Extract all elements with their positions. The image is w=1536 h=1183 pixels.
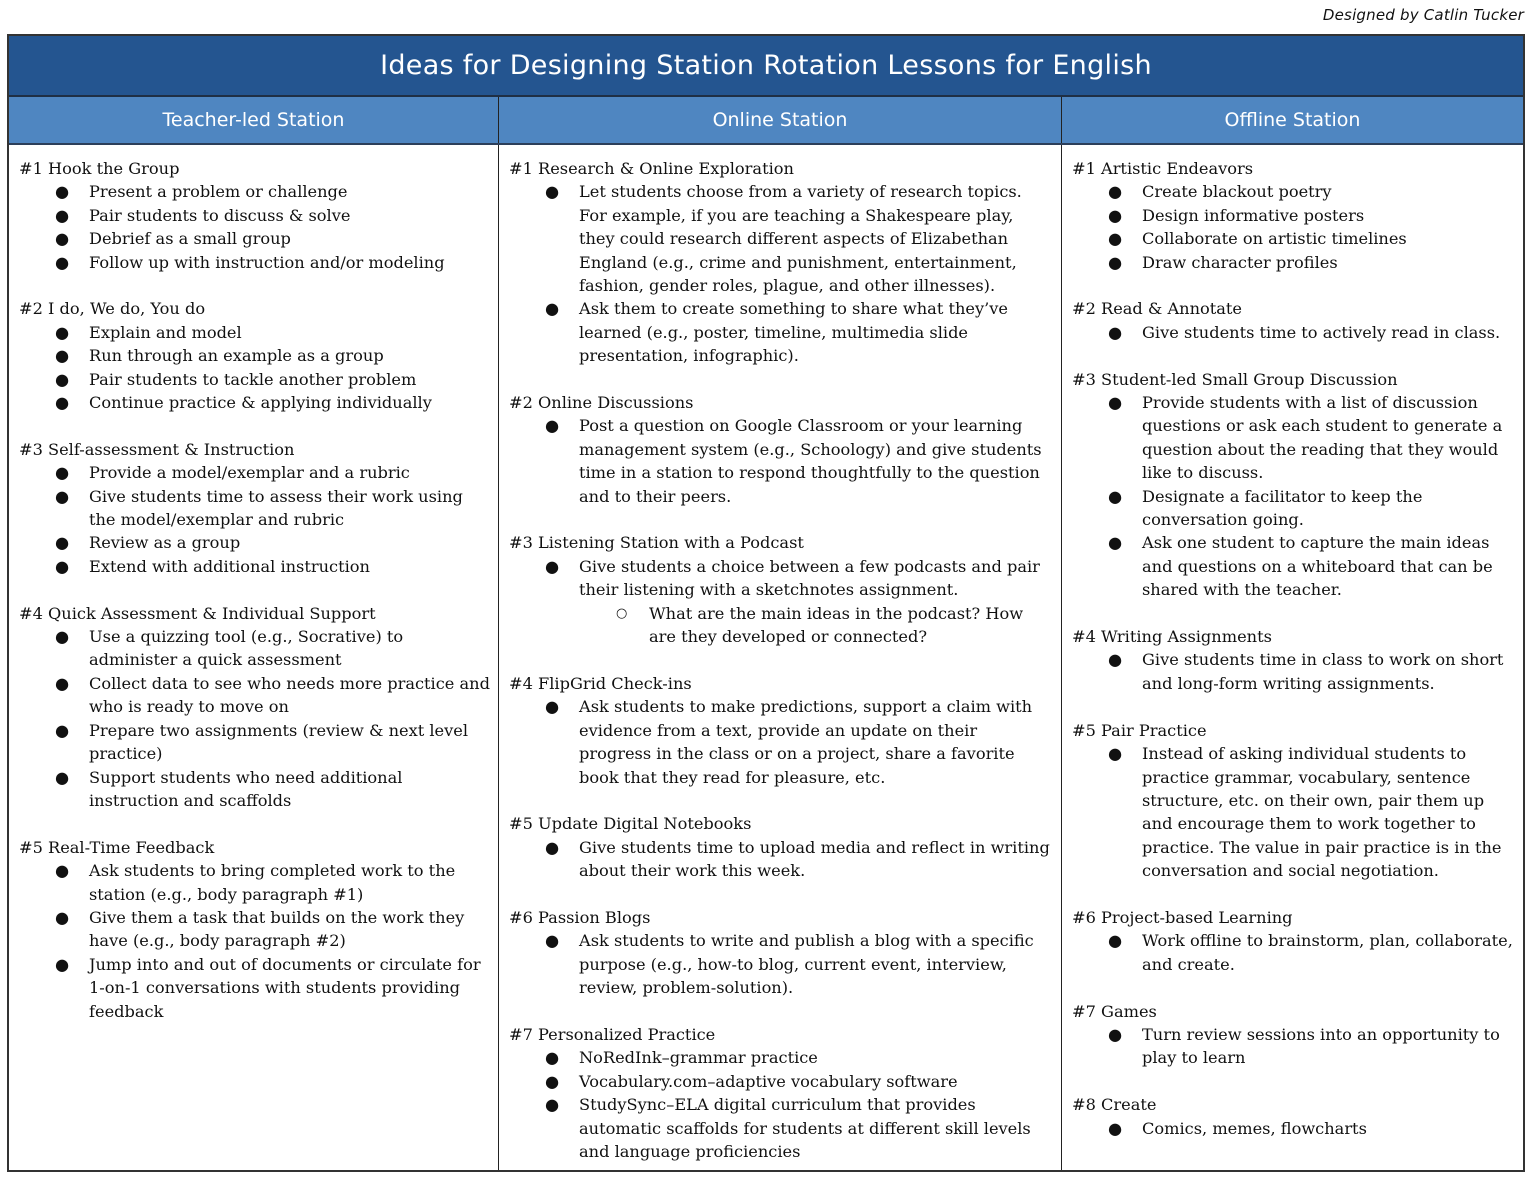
bullet-icon: ● [1108,650,1123,670]
list-item-text: Prepare two assignments (review & next level practice) [89,720,469,764]
section-title: #3 Listening Station with a Podcast [509,533,804,553]
sub-list-item-text: What are the main ideas in the podcast? How are they developed or connected? [649,603,1024,647]
bullet-icon: ● [1108,322,1123,342]
station-rotation-table [7,34,1525,1172]
bullet-icon: ● [55,907,70,927]
list-item [1072,180,1515,203]
station-idea-section [19,438,490,578]
bullet-icon: ● [55,205,70,225]
section-title: #5 Real-Time Feedback [19,837,215,857]
bullet-list [1072,1023,1515,1070]
bullet-list [509,180,1053,367]
bullet-list [509,836,1053,883]
list-item-text: Ask students to make predictions, support a claim with evidence from a text, provide an update on their progress in the class or on a project, share a favorite book that they read for pleasure, etc. [579,697,1033,787]
list-item [19,321,490,344]
column-header-offline: Offline Station [1061,97,1523,143]
station-idea-section [19,157,490,274]
section-title: #8 Create [1072,1095,1157,1115]
bullet-icon: ● [55,252,70,272]
bullet-icon: ● [55,720,70,740]
section-title: #7 Personalized Practice [509,1024,716,1044]
list-item [1072,321,1515,344]
column-header-online: Online Station [498,97,1061,143]
bullet-icon: ● [55,463,70,483]
bullet-icon: ● [545,556,560,576]
designer-credit: Designed by Catlin Tucker [1322,6,1524,24]
bullet-icon: ● [1108,205,1123,225]
list-item-text: Present a problem or challenge [89,182,348,202]
bullet-icon: ● [545,1048,560,1068]
list-item-text: Give students time to assess their work using the model/exemplar and rubric [89,486,463,530]
station-idea-section [509,1023,1053,1163]
section-title: #7 Games [1072,1001,1157,1021]
list-item-text: Design informative posters [1142,205,1365,225]
list-item-text: NoRedInk–grammar practice [579,1048,818,1068]
list-item-text: Run through an example as a group [89,346,384,366]
section-title: #1 Hook the Group [19,159,180,178]
sub-list-item [579,602,1053,649]
list-item-text: Ask students to write and publish a blog with a specific purpose (e.g., how-to blog, current event, interview, review, problem-solution). [579,931,1034,998]
list-item [19,906,490,953]
list-item [19,204,490,227]
list-item-text: Provide students with a list of discussion questions or ask each student to generate a question about the reading that they would like to discuss. [1142,393,1503,483]
bullet-list [1072,321,1515,344]
list-item-text: Give students time in class to work on short and long-form writing assignments. [1142,650,1504,693]
list-item-text: Jump into and out of documents or circulate for 1-on-1 conversations with students providing feedback [89,954,481,1021]
bullet-icon: ● [1108,1024,1123,1044]
list-item [509,695,1053,789]
section-title: #4 Writing Assignments [1072,627,1272,647]
station-idea-section [1072,1000,1515,1070]
station-idea-section [19,836,490,1023]
bullet-icon: ● [55,393,70,413]
station-idea-section [509,672,1053,789]
bullet-icon: ● [1108,252,1123,272]
section-title: #2 I do, We do, You do [19,299,206,319]
list-item-text: Comics, memes, flowcharts [1142,1118,1367,1138]
bullet-icon: ● [55,346,70,366]
list-item-text: Designate a facilitator to keep the conversation going. [1142,486,1423,530]
station-idea-section [509,391,1053,508]
bullet-list [19,859,490,1023]
list-item [1072,251,1515,274]
station-idea-section [509,157,1053,368]
bullet-icon: ● [55,767,70,787]
list-item-text: Let students choose from a variety of research topics. For example, if you are teaching a Shakespeare play, they could research different aspects of Elizabethan England (e.g., crime and punishment, entertainment, fashion, gender roles, plague, and other illnesses). [579,182,1022,296]
bullet-icon: ● [1108,229,1123,249]
list-item-text: Turn review sessions into an opportunity to play to learn [1142,1024,1500,1068]
bullet-icon: ● [55,673,70,693]
list-item [19,859,490,906]
bullet-icon: ● [55,533,70,553]
bullet-icon: ● [55,486,70,506]
station-idea-section [509,812,1053,882]
station-idea-section [1072,719,1515,883]
list-item-text: Ask them to create something to share what they’ve learned (e.g., poster, timeline, multimedia slide presentation, infographic). [579,299,1008,366]
bullet-icon: ● [1108,1118,1123,1138]
list-item [1072,227,1515,250]
list-item-text: Post a question on Google Classroom or your learning management system (e.g., Schoology) and give students time in a station to respond thoughtfully to the question and to their peers. [579,416,1042,506]
list-item-text: Give students time to upload media and reflect in writing about their work this week. [579,837,1050,881]
list-item [509,929,1053,999]
list-item [1072,204,1515,227]
bullet-list [509,414,1053,508]
list-item [509,297,1053,367]
list-item [509,414,1053,508]
list-item [19,625,490,672]
bullet-icon: ● [55,369,70,389]
bullet-list [1072,929,1515,976]
bullet-list [509,695,1053,789]
list-item-text: Explain and model [89,322,242,342]
list-item-text: Use a quizzing tool (e.g., Socrative) to administer a quick assessment [89,627,404,670]
list-item [19,344,490,367]
list-item [19,555,490,578]
column-offline [1061,145,1523,1170]
list-item [1072,742,1515,882]
section-title: #4 FlipGrid Check-ins [509,673,692,693]
bullet-list [19,180,490,274]
bullet-icon: ● [55,182,70,202]
column-header-row [9,97,1523,145]
station-idea-section [1072,625,1515,695]
list-item-text: Review as a group [89,533,241,553]
list-item [19,368,490,391]
list-item-text: Pair students to discuss & solve [89,205,351,225]
list-item-text: Give students time to actively read in class. [1142,322,1501,342]
list-item-text: Instead of asking individual students to practice grammar, vocabulary, sentence structure, etc. on their own, pair them up and encourage them to work together to practice. The value in pair practice is in the conversation and social negotiation. [1142,744,1502,881]
list-item [19,719,490,766]
list-item-text: Support students who need additional instruction and scaffolds [89,767,403,810]
list-item [19,391,490,414]
hollow-bullet-icon: ○ [616,605,628,621]
section-title: #1 Research & Online Exploration [509,159,794,178]
station-idea-section [19,297,490,414]
list-item [19,672,490,719]
section-title: #3 Student-led Small Group Discussion [1072,369,1398,389]
list-item-text: StudySync–ELA digital curriculum that provides automatic scaffolds for students at different skill levels and language proficiencies [579,1095,1031,1161]
list-item-text: Collaborate on artistic timelines [1142,229,1407,249]
table-body-row [9,145,1523,1170]
table-title: Ideas for Designing Station Rotation Lessons for English [380,50,1152,81]
bullet-icon: ● [55,556,70,576]
bullet-list [19,461,490,578]
bullet-icon: ● [55,861,70,881]
section-title: #5 Pair Practice [1072,720,1207,740]
bullet-icon: ● [545,1071,560,1091]
list-item [19,485,490,532]
bullet-list [1072,742,1515,882]
bullet-icon: ● [55,322,70,342]
list-item [19,531,490,554]
station-idea-section [509,906,1053,1000]
column-teacher-led [9,145,498,1170]
list-item [1072,929,1515,976]
section-title: #1 Artistic Endeavors [1072,159,1254,178]
list-item-text: Ask one student to capture the main ideas and questions on a whiteboard that can be shared with the teacher. [1142,533,1493,600]
list-item [509,836,1053,883]
list-item [1072,648,1515,695]
bullet-icon: ● [55,954,70,974]
table-title-row [9,36,1523,97]
bullet-icon: ● [1108,533,1123,553]
section-title: #6 Project-based Learning [1072,907,1293,927]
station-idea-section [1072,297,1515,344]
station-idea-section [19,602,490,813]
bullet-icon: ● [55,229,70,249]
list-item-text: Create blackout poetry [1142,182,1332,202]
station-idea-section [1072,368,1515,602]
list-item-text: Provide a model/exemplar and a rubric [89,463,410,483]
list-item [509,1070,1053,1093]
station-idea-section [1072,157,1515,274]
column-online [498,145,1061,1170]
list-item-text: Work offline to brainstorm, plan, collaborate, and create. [1142,931,1513,974]
list-item [509,180,1053,297]
bullet-icon: ● [55,627,70,647]
section-title: #6 Passion Blogs [509,907,651,927]
list-item [509,1093,1053,1163]
list-item-text: Pair students to tackle another problem [89,369,417,389]
section-title: #3 Self-assessment & Instruction [19,439,295,459]
list-item [19,953,490,1023]
list-item [19,461,490,484]
bullet-icon: ● [545,1095,560,1115]
list-item-text: Ask students to bring completed work to the station (e.g., body paragraph #1) [89,861,456,904]
station-idea-section [1072,906,1515,976]
bullet-icon: ● [545,299,560,319]
list-item [1072,391,1515,485]
bullet-icon: ● [545,416,560,436]
section-title: #5 Update Digital Notebooks [509,814,752,834]
bullet-icon: ● [1108,486,1123,506]
bullet-list [509,1046,1053,1163]
section-title: #4 Quick Assessment & Individual Support [19,603,376,623]
list-item [19,180,490,203]
list-item [1072,485,1515,532]
list-item [509,555,1053,649]
bullet-list [1072,648,1515,695]
list-item-text: Follow up with instruction and/or modeling [89,252,445,272]
bullet-icon: ● [545,931,560,951]
list-item-text: Continue practice & applying individually [89,393,432,413]
bullet-list [1072,391,1515,602]
list-item [1072,531,1515,601]
list-item-text: Vocabulary.com–adaptive vocabulary software [579,1071,958,1091]
bullet-icon: ● [1108,393,1123,413]
bullet-icon: ● [545,182,560,202]
section-title: #2 Online Discussions [509,393,694,413]
bullet-icon: ● [545,837,560,857]
list-item [19,227,490,250]
bullet-list [1072,180,1515,274]
column-header-teacher-led: Teacher-led Station [162,109,345,131]
list-item [1072,1117,1515,1140]
list-item-text: Debrief as a small group [89,229,291,249]
bullet-icon: ● [1108,744,1123,764]
bullet-icon: ● [1108,182,1123,202]
bullet-list [1072,1117,1515,1140]
sub-bullet-list [579,602,1053,649]
list-item-text: Give students a choice between a few podcasts and pair their listening with a sketchnotes assignment. [579,556,1040,600]
bullet-icon: ● [545,697,560,717]
bullet-list [509,929,1053,999]
bullet-list [19,321,490,415]
list-item [509,1046,1053,1069]
list-item [1072,1023,1515,1070]
bullet-list [19,625,490,812]
station-idea-section [509,531,1053,648]
list-item-text: Draw character profiles [1142,252,1338,272]
section-title: #2 Read & Annotate [1072,299,1243,319]
list-item [19,251,490,274]
station-idea-section [1072,1093,1515,1140]
list-item-text: Extend with additional instruction [89,556,370,576]
bullet-list [509,555,1053,649]
bullet-icon: ● [1108,931,1123,951]
list-item-text: Collect data to see who needs more practice and who is ready to move on [89,673,490,717]
list-item [19,766,490,813]
list-item-text: Give them a task that builds on the work they have (e.g., body paragraph #2) [89,907,465,951]
